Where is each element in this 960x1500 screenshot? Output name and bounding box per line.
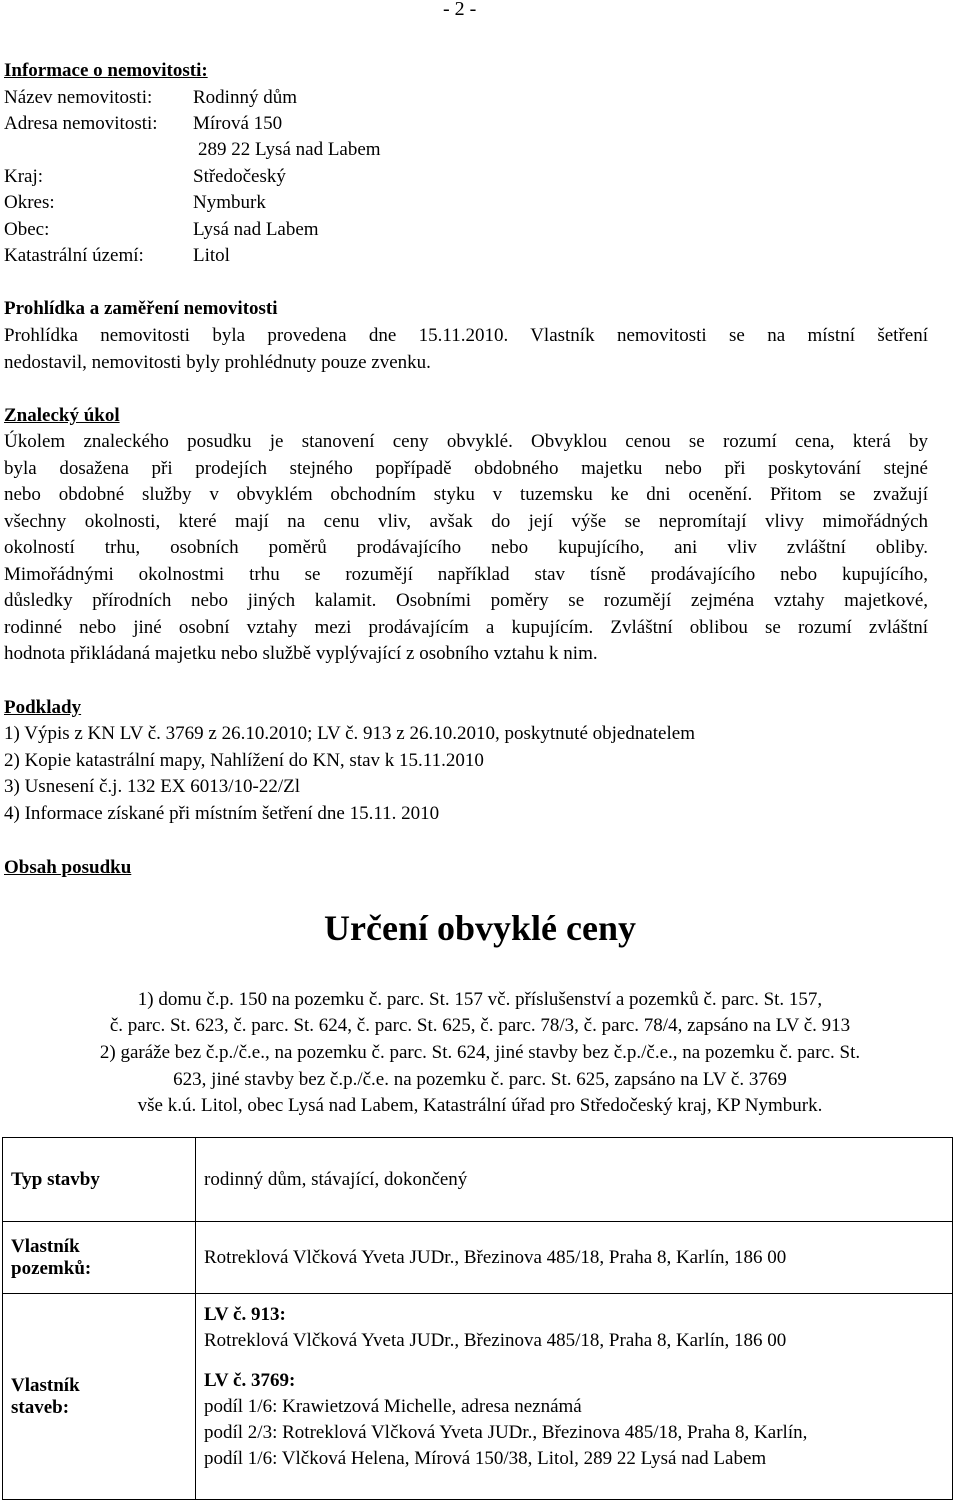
inspection-line: Prohlídka nemovitosti byla provedena dne 15.11.2010. Vlastník nemovitosti se na místní šetření	[4, 325, 928, 346]
expert-task-line: rodinné nebo jiné osobní vztahy mezi prodávajícím a kupujícím. Zvláštní oblibou se rozumí zvláštní	[4, 617, 928, 638]
lv3769-owner: podíl 1/6: Krawietzová Michelle, adresa neznámá	[204, 1396, 582, 1417]
cadastral-area-label: Katastrální území:	[4, 245, 144, 266]
property-info-heading: Informace o nemovitosti:	[4, 60, 208, 81]
expert-task-line: Mimořádnými okolnostmi trhu se rozumějí například stav tísně prodávajícího nebo kupujícího,	[4, 564, 928, 585]
cadastral-area-value: Litol	[193, 245, 230, 266]
land-owner-value-cell	[196, 1222, 953, 1294]
main-title: Určení obvyklé ceny	[324, 908, 636, 948]
type-label-cell	[3, 1138, 196, 1222]
municipality-label: Obec:	[4, 219, 50, 240]
property-name-value: Rodinný dům	[193, 87, 297, 108]
contents-line: 2) garáže bez č.p./č.e., na pozemku č. parc. St. 624, jiné stavby bez č.p./č.e., na pozemku č. parc. St.	[99, 1042, 861, 1063]
source-item: 3) Usnesení č.j. 132 EX 6013/10-22/Zl	[4, 776, 301, 797]
table-row	[3, 1222, 953, 1294]
municipality-value: Lysá nad Labem	[193, 219, 319, 240]
inspection-heading: Prohlídka a zaměření nemovitosti	[4, 298, 278, 319]
contents-line: 1) domu č.p. 150 na pozemku č. parc. St. 157 vč. příslušenství a pozemků č. parc. St. 157,	[137, 989, 823, 1010]
source-item: 1) Výpis z KN LV č. 3769 z 26.10.2010; LV č. 913 z 26.10.2010, poskytnuté objednatelem	[4, 723, 695, 744]
expert-task-line: důsledky přírodních nebo jiných kalamit. Osobními poměry se rozumějí zejména vztahy majetkové,	[4, 590, 928, 611]
building-owner-value-cell	[196, 1294, 953, 1500]
type-value: rodinný dům, stávající, dokončený	[204, 1168, 468, 1190]
expert-task-line: Úkolem znaleckého posudku je stanovení ceny obvyklé. Obvyklou cenou se rozumí cena, která by	[4, 431, 928, 452]
land-owner-label: pozemků:	[11, 1257, 92, 1279]
district-value: Nymburk	[193, 192, 266, 213]
table-row	[3, 1294, 953, 1500]
table-row	[3, 1138, 953, 1222]
expert-task-heading: Znalecký úkol	[4, 405, 120, 426]
contents-line: 623, jiné stavby bez č.p./č.e. na pozemku č. parc. St. 625, zapsáno na LV č. 3769	[173, 1069, 787, 1090]
lv3769-owner: podíl 2/3: Rotreklová Vlčková Yveta JUDr., Březinova 485/18, Praha 8, Karlín,	[204, 1422, 808, 1443]
source-item: 2) Kopie katastrální mapy, Nahlížení do KN, stav k 15.11.2010	[4, 750, 484, 771]
lv913-heading: LV č. 913:	[204, 1304, 286, 1325]
property-address-label: Adresa nemovitosti:	[4, 113, 158, 134]
building-owner-label-cell	[3, 1294, 196, 1500]
inspection-line: nedostavil, nemovitosti byly prohlédnuty pouze zvenku.	[4, 352, 431, 373]
type-label: Typ stavby	[11, 1168, 100, 1190]
region-value: Středočeský	[193, 166, 286, 187]
expert-task-line: byla dosažena při prodejích stejného popřípadě obdobného majetku nebo při poskytování stejné	[4, 458, 928, 479]
type-value-cell	[196, 1138, 953, 1222]
property-name-label: Název nemovitosti:	[4, 87, 153, 108]
property-address-city: 289 22 Lysá nad Labem	[198, 139, 381, 160]
land-owner-label-cell	[3, 1222, 196, 1294]
contents-line: č. parc. St. 623, č. parc. St. 624, č. parc. St. 625, č. parc. 78/3, č. parc. 78/4, zapsáno na LV č. 913	[109, 1015, 851, 1036]
expert-task-line: nebo obdobné služby v obvyklém obchodním styku v tuzemsku ke dni ocenění. Přitom se zvažují	[4, 484, 928, 505]
expert-task-line: všechny okolnosti, které mají na cenu vliv, avšak do její výše se nepromítají vlivy mimořádných	[4, 511, 928, 532]
lv3769-heading: LV č. 3769:	[204, 1370, 296, 1391]
property-owner-table	[2, 1137, 953, 1500]
contents-heading: Obsah posudku	[4, 857, 132, 878]
contents-line: vše k.ú. Litol, obec Lysá nad Labem, Katastrální úřad pro Středočeský kraj, KP Nymburk.	[137, 1095, 823, 1116]
lv3769-owner: podíl 1/6: Vlčková Helena, Mírová 150/38, Litol, 289 22 Lysá nad Labem	[204, 1448, 767, 1469]
building-owner-label: Vlastník	[11, 1374, 80, 1396]
source-item: 4) Informace získané při místním šetření dne 15.11. 2010	[4, 803, 440, 824]
region-label: Kraj:	[4, 166, 44, 187]
expert-task-line: okolností trhu, osobních poměrů prodávajícího nebo kupujícího, ani vliv zvláštní obliby.	[4, 537, 928, 558]
land-owner-value: Rotreklová Vlčková Yveta JUDr., Březinova 485/18, Praha 8, Karlín, 186 00	[204, 1246, 787, 1268]
lv913-owner: Rotreklová Vlčková Yveta JUDr., Březinova 485/18, Praha 8, Karlín, 186 00	[204, 1330, 787, 1351]
land-owner-label: Vlastník	[11, 1235, 80, 1257]
property-address-value: Mírová 150	[193, 113, 283, 134]
district-label: Okres:	[4, 192, 55, 213]
page-number: - 2 -	[443, 0, 477, 20]
sources-heading: Podklady	[4, 697, 82, 718]
expert-task-line: hodnota přikládaná majetku nebo službě vyplývající z osobního vztahu k nim.	[4, 643, 598, 664]
building-owner-label: staveb:	[11, 1396, 70, 1418]
